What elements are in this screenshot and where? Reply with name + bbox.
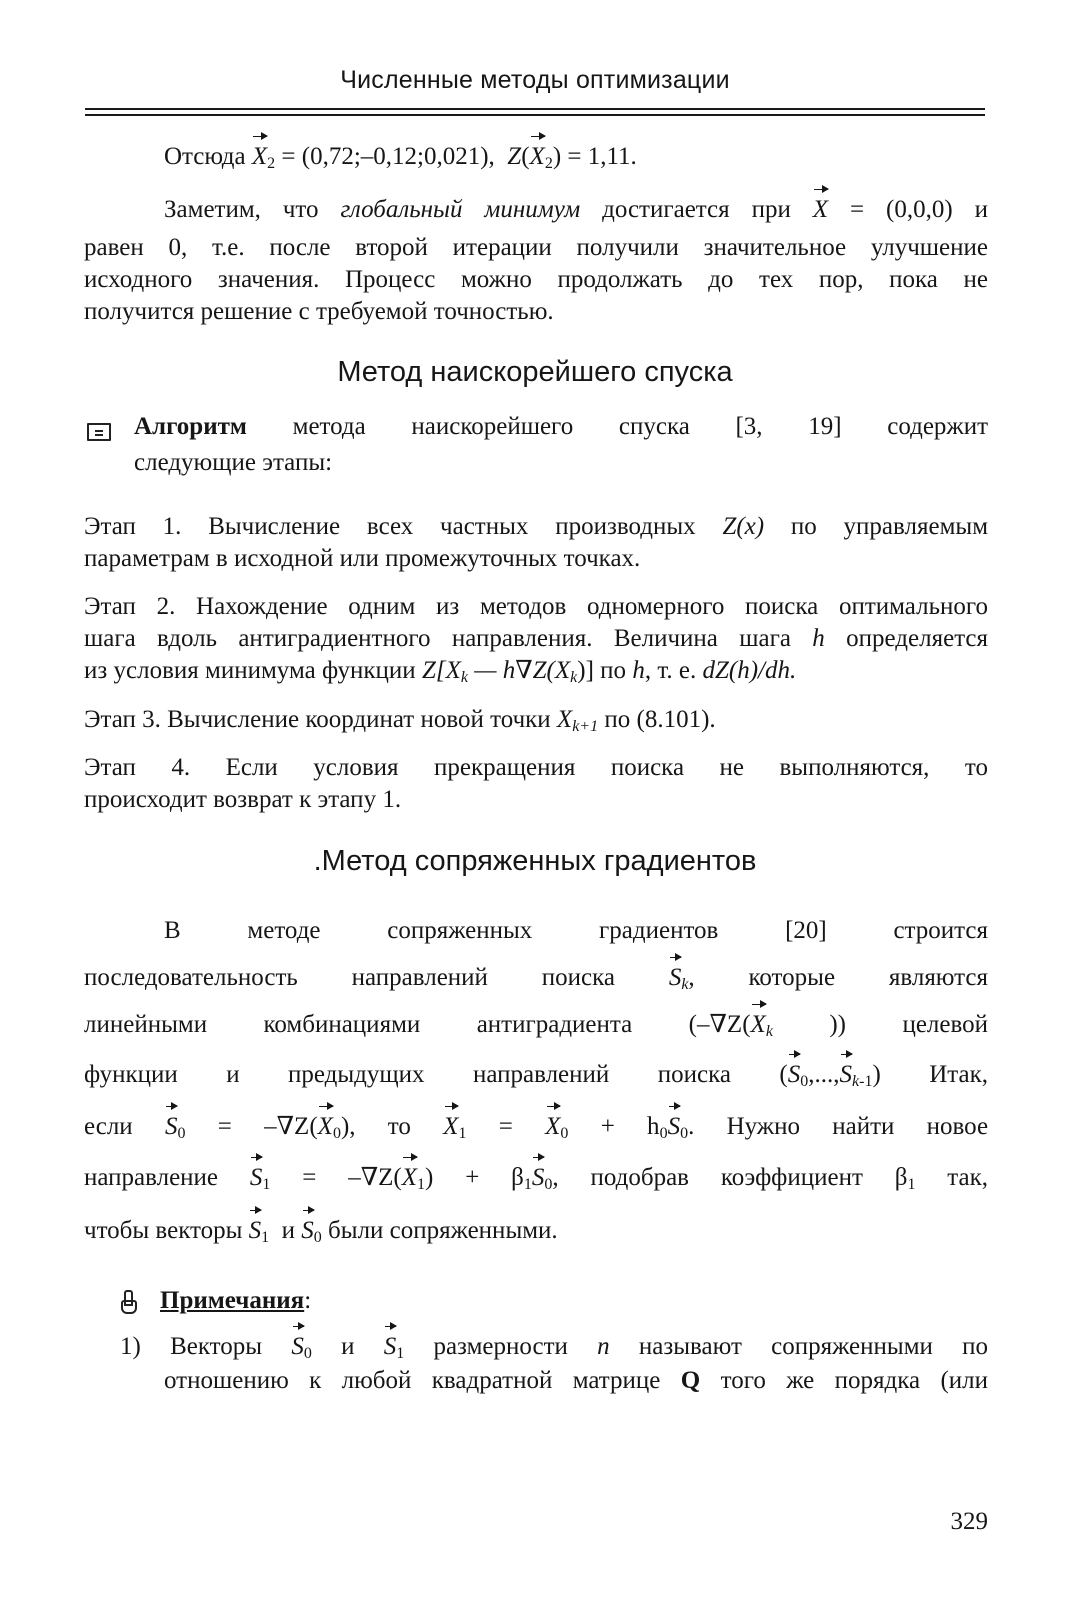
page-number: 329 bbox=[950, 1508, 988, 1535]
vector-x: X bbox=[252, 140, 267, 174]
text: шага вдоль антиградиентного направления. Величина шага bbox=[84, 625, 791, 652]
running-header: Численные методы оптимизации bbox=[340, 66, 730, 94]
math: )] bbox=[577, 657, 594, 684]
math-derivative: dZ(h)/dh. bbox=[702, 657, 797, 684]
text: . Нужно найти новое bbox=[688, 1113, 989, 1140]
text: метода наискорейшего спуска [3, 19] содержит bbox=[292, 413, 989, 440]
text: были сопряженными. bbox=[328, 1217, 558, 1244]
math: — h∇Z(X bbox=[467, 657, 571, 684]
algorithm-line-2: следующие этапы: bbox=[134, 449, 333, 476]
otsyuda-word: Отсюда bbox=[164, 143, 246, 170]
vector-s: S bbox=[532, 1161, 545, 1195]
text: если bbox=[84, 1113, 133, 1140]
text: : bbox=[304, 1287, 312, 1314]
vector-x: X bbox=[402, 1161, 417, 1195]
text: = –∇Z( bbox=[302, 1164, 402, 1191]
subscript: 2 bbox=[544, 155, 553, 172]
header-rule-bottom bbox=[85, 114, 985, 116]
text: )) целевой bbox=[829, 1011, 988, 1038]
cg-line-7: чтобы векторы $S_1$ и $S_0$ были сопряженными. bbox=[84, 1214, 988, 1255]
pointing-hand-icon bbox=[120, 1290, 136, 1312]
result-line: Отсюда $X_2$ = (0,72;–0,12;0,021), $Z(X_2) = 1,11$. bbox=[164, 140, 988, 181]
text: по (8.101). bbox=[604, 706, 716, 733]
vector-s: S bbox=[840, 1058, 853, 1092]
subscript: k+1 bbox=[572, 718, 599, 735]
cg-line-2: последовательность направлений поиска $S_k$, которые являются bbox=[84, 961, 988, 1002]
header-rule-top bbox=[85, 108, 985, 110]
text: последовательность направлений поиска bbox=[84, 964, 615, 991]
text: ,..., bbox=[808, 1061, 840, 1088]
text: определяется bbox=[846, 625, 989, 652]
stage2-line-3 bbox=[84, 654, 988, 695]
text: 1) Векторы bbox=[120, 1333, 263, 1360]
stage2-line-2 bbox=[84, 622, 988, 656]
text: направление bbox=[84, 1164, 219, 1191]
text: по управляемым bbox=[790, 513, 989, 540]
notes-heading bbox=[160, 1284, 760, 1318]
section-title-conjugate-gradients: .Метод сопряженных градиентов bbox=[313, 845, 757, 877]
vector-x: X bbox=[443, 1110, 458, 1144]
note1-line-2 bbox=[164, 1364, 988, 1398]
text: по bbox=[600, 657, 627, 684]
subscript: 2 bbox=[267, 155, 276, 172]
cg-line-4: функции и предыдущих направлений поиска $(S_0,...,S_{k-1})$ Итак, bbox=[84, 1058, 988, 1099]
math-h: h bbox=[812, 625, 825, 652]
text: и bbox=[341, 1333, 355, 1360]
text: отношению к любой квадратной матрице bbox=[164, 1367, 661, 1394]
text: размерности bbox=[433, 1333, 568, 1360]
text: линейными комбинациями антиградиента (–∇Z( bbox=[84, 1011, 751, 1038]
para2-line-1 bbox=[164, 193, 988, 227]
vector-x: X bbox=[545, 1110, 560, 1144]
math: Z[X bbox=[421, 657, 461, 684]
vector-s: S bbox=[249, 1214, 262, 1248]
cg-line-3: линейными комбинациями антиградиента ($-\nabla Z(X_k$ )) целевой bbox=[84, 1008, 988, 1049]
text: , т. е. bbox=[644, 657, 697, 684]
text: того же порядка (или bbox=[720, 1367, 989, 1394]
subscript: k bbox=[570, 669, 578, 686]
math-x: X bbox=[556, 706, 573, 733]
para2-line-3: исходного значения. Процесс можно продолжать до тех пор, пока не bbox=[84, 266, 988, 293]
text: чтобы векторы bbox=[84, 1217, 243, 1244]
vector-s: S bbox=[165, 1110, 178, 1144]
cg-line-6: направление $S_1 = -\nabla Z(X_1) + \beta_1S_0$, подобрав коэффициент $\beta_1$ так, bbox=[84, 1161, 988, 1202]
para2-line-2: равен 0, т.е. после второй итерации получили значительное улучшение bbox=[84, 234, 988, 261]
stage4-line-1: Этап 4. Если условия прекращения поиска не выполняются, то bbox=[84, 754, 988, 781]
math-zx: Z(x) bbox=[722, 513, 765, 540]
z-value: ) = 1,11. bbox=[552, 143, 637, 170]
text: функции и предыдущих направлений поиска ( bbox=[84, 1061, 788, 1088]
vector-s: S bbox=[291, 1330, 304, 1364]
para2-line-4: получится решение с требуемой точностью. bbox=[84, 298, 554, 325]
text: + h bbox=[600, 1113, 660, 1140]
text: , подобрав коэффициент β bbox=[552, 1164, 908, 1191]
stage2-line-1: Этап 2. Нахождение одним из методов одномерного поиска оптимального bbox=[84, 593, 988, 620]
matrix-q: Q bbox=[680, 1367, 701, 1394]
text: ), то bbox=[340, 1113, 411, 1140]
text: называют сопряженными по bbox=[638, 1333, 989, 1360]
text: Заметим, что bbox=[164, 196, 319, 223]
notes-title: Примечания bbox=[160, 1287, 305, 1314]
section-title-steepest-descent: Метод наискорейшего спуска bbox=[337, 356, 733, 388]
stage1-line-1 bbox=[84, 510, 988, 544]
note1-line-1: 1) Векторы $S_0$ и $S_1$ размерности n называют сопряженными по bbox=[120, 1330, 988, 1371]
text: Этап 3. Вычисление координат новой точки bbox=[84, 706, 551, 733]
text: = bbox=[498, 1113, 513, 1140]
term-algorithm: Алгоритм bbox=[134, 413, 247, 440]
vector-s: S bbox=[788, 1058, 801, 1092]
func-z: Z bbox=[507, 143, 522, 170]
text: ) + β bbox=[425, 1164, 524, 1191]
text: из условия минимума функции bbox=[84, 657, 416, 684]
vector-s: S bbox=[668, 1110, 681, 1144]
text: = (0,0,0) и bbox=[850, 196, 989, 223]
text: так, bbox=[915, 1164, 989, 1191]
x2-value: = (0,72;–0,12;0,021), bbox=[281, 143, 495, 170]
math-h: h bbox=[632, 657, 645, 684]
text: Этап 1. Вычисление всех частных производных bbox=[84, 513, 696, 540]
vector-x: X bbox=[751, 1008, 766, 1042]
stage1-line-2: параметрам в исходной или промежуточных точках. bbox=[84, 545, 641, 572]
math-n: n bbox=[597, 1333, 610, 1360]
vector-s: S bbox=[669, 961, 682, 995]
text: = –∇Z( bbox=[217, 1113, 318, 1140]
cg-line-1: В методе сопряженных градиентов [20] строится bbox=[164, 917, 988, 944]
text: ) Итак, bbox=[872, 1061, 988, 1088]
vector-x: X bbox=[530, 140, 545, 174]
algorithm-line-1 bbox=[134, 410, 988, 444]
vector-s: S bbox=[250, 1161, 263, 1195]
stage3-line bbox=[84, 703, 988, 744]
text: достигается при bbox=[602, 196, 791, 223]
subscript: k bbox=[460, 669, 468, 686]
stage4-line-2: происходит возврат к этапу 1. bbox=[84, 786, 402, 813]
vector-s: S bbox=[301, 1214, 314, 1248]
cg-line-5: если $S_0 = -\nabla Z(X_0)$, то $X_1 = X_0 + h_0S_0$. Нужно найти новое bbox=[84, 1110, 988, 1151]
vector-x: X bbox=[813, 193, 828, 227]
vector-x: X bbox=[318, 1110, 333, 1144]
book-icon bbox=[86, 420, 110, 440]
vector-s: S bbox=[384, 1330, 397, 1364]
text: и bbox=[281, 1217, 296, 1244]
text: , которые являются bbox=[688, 964, 988, 991]
term-global-minimum: глобальный минимум bbox=[340, 196, 581, 223]
